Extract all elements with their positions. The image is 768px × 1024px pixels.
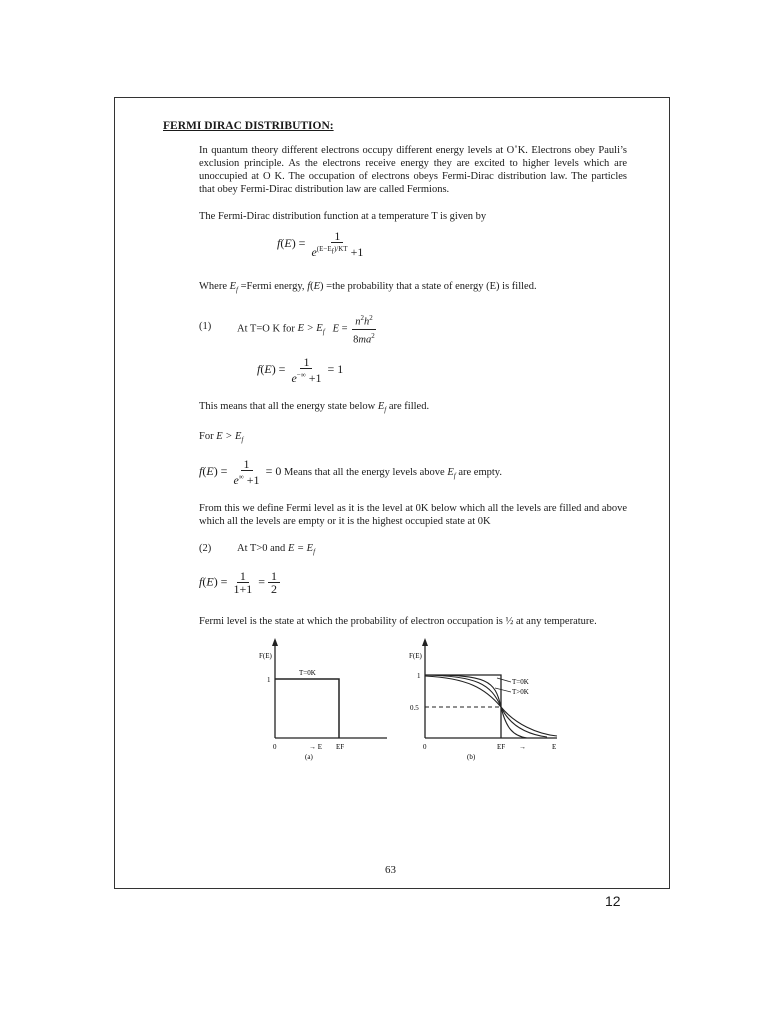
fig-a-y-arrow <box>272 638 278 646</box>
fig-a-curve-label: T=0K <box>299 669 316 677</box>
section-title: FERMI DIRAC DISTRIBUTION: <box>163 120 334 132</box>
fd-equation: f(E) = $\frac{1}{e^{(E-E_f)/KT} +1}$ <box>277 229 364 259</box>
for-line: For $E > E_f$ <box>199 431 244 445</box>
case1-text: At T=O K for <box>237 323 295 335</box>
inner-page-number: 63 <box>385 864 396 876</box>
fig-a-y1: 1 <box>267 676 271 684</box>
fig-b-xarrow: → <box>519 743 526 751</box>
fig-a-step-curve <box>275 679 339 738</box>
where-text: =the probability that a state of energy (E) is filled. <box>326 281 537 292</box>
above-text: Means that all the energy levels above <box>283 466 445 478</box>
fig-b-origin: 0 <box>423 743 427 751</box>
case1-label: (1) <box>199 321 212 332</box>
function-intro: The Fermi-Dirac distribution function at a temperature T is given by <box>199 211 487 222</box>
fig-b-y1: 1 <box>417 672 421 680</box>
equation-f-zero: f(E) = $\frac{1}{e^\infty +1}$ = 0 Means that all the energy levels above $E_f$ are empty. <box>199 457 502 487</box>
fig-a-xlabel: → E <box>309 743 323 751</box>
case2-label: (2) <box>199 543 212 554</box>
fig-a-ef: EF <box>336 743 345 751</box>
fig-a-ylabel: F(E) <box>259 652 272 660</box>
fermi-half-text: Fermi level is the state at which the probability of electron occupation is ½ at any temperature. <box>199 616 597 627</box>
case1-line: At T=O K for $E > E_f$ E = $\frac{n^2h^2}{8ma^2}$ <box>237 314 375 345</box>
where-fermi: =Fermi energy, <box>240 281 305 292</box>
figure-b <box>407 636 567 766</box>
fig-a-origin: 0 <box>273 743 277 751</box>
below-line: This means that all the energy state below $E_f$ are filled. <box>199 401 430 415</box>
where-prefix: Where <box>199 281 227 292</box>
equation-f-one: f(E) = $\frac{1}{e^{-\infty} +1}$ = 1 <box>257 355 344 385</box>
below-text: This means that all the energy state below <box>199 401 376 412</box>
above-suffix: are empty. <box>458 466 502 478</box>
figure-a <box>257 636 397 766</box>
intro-paragraph: In quantum theory different electrons occupy different energy levels at O˚K. Electrons obey Pauli’s exclusion principle. As the electrons receive energy they are excited to higher levels which are unoccupied at O K. The occupation of electrons obeys Fermi-Dirac distribution law. The particles that obey Fermi-Dirac distribution law are called Fermions. <box>199 145 627 195</box>
fig-a-caption: (a) <box>305 753 313 761</box>
where-line: Where $E_f$ =Fermi energy, f(E) =the probability that a state of energy (E) is filled. <box>199 281 537 295</box>
fig-b-label-tgt0: T>0K <box>512 688 529 696</box>
fig-b-ef: EF <box>497 743 506 751</box>
document-page <box>114 97 670 889</box>
fermi-level-definition: From this we define Fermi level as it is the level at 0K below which all the levels are filled and above which all the levels are empty or it is the highest occupied state at 0K <box>199 503 627 527</box>
fig-b-ylabel: F(E) <box>409 652 422 660</box>
below-suffix: are filled. <box>388 401 430 412</box>
fig-b-caption: (b) <box>467 753 476 761</box>
fig-b-y-arrow <box>422 638 428 646</box>
fig-b-xlabel: E <box>552 743 557 751</box>
fig-b-label-t0: T=0K <box>512 678 529 686</box>
equation-f-half: f(E) = $\frac{1}{1+1}$ = $\frac{1}{2}$ <box>199 570 280 595</box>
fig-b-y05: 0.5 <box>410 704 419 712</box>
case2-text: At T>0 and <box>237 543 286 554</box>
case2-line: At T>0 and $E = E_f$ <box>237 543 316 557</box>
outer-page-number: 12 <box>605 893 621 909</box>
for-label: For <box>199 431 214 442</box>
